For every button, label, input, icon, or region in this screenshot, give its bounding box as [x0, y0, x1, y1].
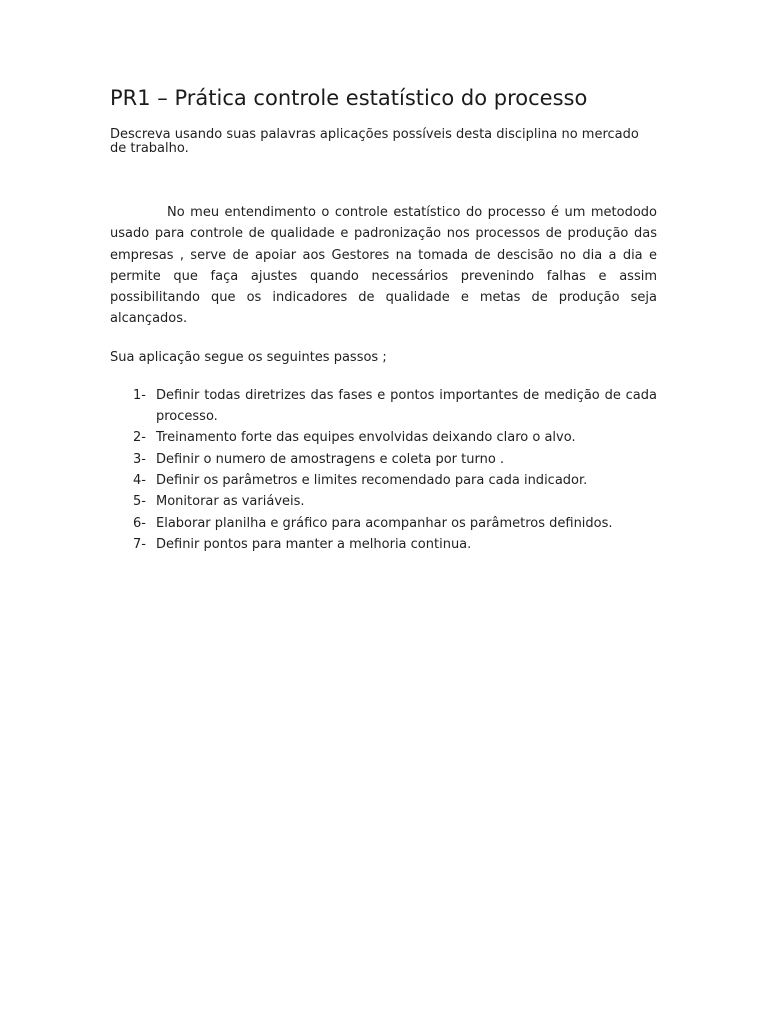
step-number: 3-: [133, 451, 146, 467]
step-number: 6-: [133, 515, 146, 531]
steps-intro: Sua aplicação segue os seguintes passos ;: [110, 349, 387, 365]
list-item: [110, 427, 657, 448]
steps-list: [110, 385, 657, 555]
step-text: Elaborar planilha e gráfico para acompanhar os parâmetros definidos.: [156, 515, 613, 531]
list-item: [110, 470, 657, 491]
step-number: 1-: [133, 387, 146, 403]
document-page: [110, 84, 657, 555]
step-text: Definir pontos para manter a melhoria continua.: [156, 536, 472, 552]
answer-paragraph: No meu entendimento o controle estatístico do processo é um metododo usado para controle de qualidade e padronização nos processos de produção das empresas , serve de apoiar aos Gestores na tomada de descisão no dia a dia e permite que faça ajustes quando necessários prevenindo falhas e assim possibilitando que os indicadores de qualidade e metas de produção seja alcançados.: [110, 205, 657, 327]
step-number: 5-: [133, 494, 146, 510]
step-number: 2-: [133, 430, 146, 446]
list-item: [110, 513, 657, 534]
list-item: [110, 449, 657, 470]
step-text: Definir os parâmetros e limites recomendado para cada indicador.: [156, 472, 588, 488]
list-item: [110, 491, 657, 512]
step-number: 4-: [133, 472, 146, 488]
step-text: Treinamento forte das equipes envolvidas deixando claro o alvo.: [156, 430, 576, 446]
step-text: Monitorar as variáveis.: [156, 494, 305, 510]
list-item: [110, 385, 657, 428]
assignment-prompt: Descreva usando suas palavras aplicações possíveis desta disciplina no mercado de trabalho.: [110, 127, 639, 156]
step-text: Definir o numero de amostragens e coleta por turno .: [156, 451, 505, 467]
step-text: Definir todas diretrizes das fases e pontos importantes de medição de cada processo.: [156, 387, 657, 425]
step-number: 7-: [133, 536, 146, 552]
document-title: PR1 – Prática controle estatístico do processo: [110, 86, 588, 110]
list-item: [110, 534, 657, 555]
